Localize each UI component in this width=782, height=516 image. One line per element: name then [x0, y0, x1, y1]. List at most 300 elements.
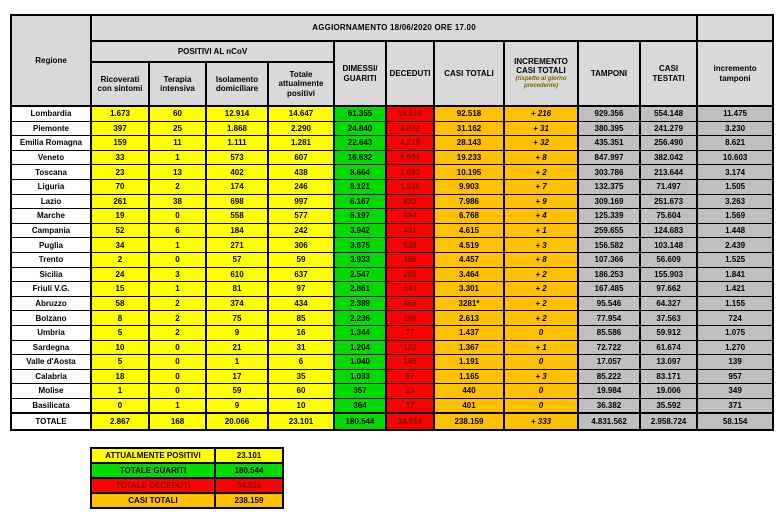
data-cell: 573 — [206, 150, 268, 165]
total-row — [11, 413, 773, 430]
region-name: Piemonte — [11, 121, 91, 136]
data-cell: 997 — [268, 194, 334, 209]
data-cell: 156.582 — [578, 238, 640, 253]
data-cell: 1.448 — [697, 223, 773, 238]
data-cell: 72.722 — [578, 340, 640, 355]
data-cell: 1.075 — [697, 325, 773, 340]
data-cell: 0 — [149, 384, 206, 399]
data-cell: 822 — [386, 194, 434, 209]
table-row — [11, 209, 773, 224]
data-cell: 994 — [386, 209, 434, 224]
data-cell: 12.914 — [206, 106, 268, 121]
data-cell: 610 — [206, 267, 268, 282]
data-cell: 4.457 — [434, 252, 504, 267]
data-cell: 61.674 — [640, 340, 697, 355]
data-cell: + 1 — [504, 340, 578, 355]
table-row — [11, 282, 773, 297]
data-cell: 440 — [434, 384, 504, 399]
data-cell: 31.162 — [434, 121, 504, 136]
data-cell: 2 — [149, 311, 206, 326]
col-header-terapia: Terapia intensiva — [149, 62, 206, 106]
data-cell: 558 — [206, 209, 268, 224]
data-cell: 95.546 — [578, 296, 640, 311]
data-cell: 1.165 — [434, 369, 504, 384]
data-cell: + 32 — [504, 136, 578, 151]
table-row — [11, 223, 773, 238]
col-header-incremento-casi — [504, 41, 578, 106]
data-cell: 56.609 — [640, 252, 697, 267]
data-cell: 256.490 — [640, 136, 697, 151]
data-cell: 75 — [206, 311, 268, 326]
data-cell: 7.986 — [434, 194, 504, 209]
data-cell: 3.464 — [434, 267, 504, 282]
data-cell: 25 — [149, 121, 206, 136]
table-row — [11, 369, 773, 384]
region-name: Basilicata — [11, 398, 91, 413]
data-cell: 2.290 — [268, 121, 334, 136]
data-cell: 1.155 — [697, 296, 773, 311]
data-cell: 10 — [268, 398, 334, 413]
data-cell: 2 — [91, 252, 149, 267]
data-cell: 174 — [206, 179, 268, 194]
data-cell: 19.233 — [434, 150, 504, 165]
data-cell: + 333 — [504, 413, 578, 430]
summary-row — [91, 478, 283, 493]
data-cell: 4.615 — [434, 223, 504, 238]
data-cell: 31 — [268, 340, 334, 355]
data-cell: 724 — [697, 311, 773, 326]
data-cell: 2 — [149, 179, 206, 194]
data-cell: 242 — [268, 223, 334, 238]
data-cell: 1.204 — [334, 340, 386, 355]
col-header-casi-testati: CASI TESTATI — [640, 41, 697, 106]
data-cell: 382.042 — [640, 150, 697, 165]
data-cell: 59.912 — [640, 325, 697, 340]
data-cell: 19.006 — [640, 384, 697, 399]
region-name: Puglia — [11, 238, 91, 253]
data-cell: 34 — [91, 238, 149, 253]
data-cell: 3281* — [434, 296, 504, 311]
data-cell: 292 — [386, 311, 434, 326]
data-cell: 1.040 — [334, 355, 386, 370]
region-name: Valle d'Aosta — [11, 355, 91, 370]
data-cell: 155.903 — [640, 267, 697, 282]
data-cell: 3.301 — [434, 282, 504, 297]
data-cell: 6.768 — [434, 209, 504, 224]
table-row — [11, 106, 773, 121]
data-cell: 458 — [386, 296, 434, 311]
data-cell: 929.356 — [578, 106, 640, 121]
region-name: Sicilia — [11, 267, 91, 282]
data-cell: 97 — [386, 369, 434, 384]
data-cell: 36.382 — [578, 398, 640, 413]
banner-row — [11, 15, 773, 41]
data-cell: 1.536 — [386, 179, 434, 194]
summary-value: 23.101 — [215, 448, 283, 463]
region-name: Veneto — [11, 150, 91, 165]
data-cell: 168 — [149, 413, 206, 430]
data-cell: 37.563 — [640, 311, 697, 326]
region-name: Umbria — [11, 325, 91, 340]
data-cell: 5 — [91, 355, 149, 370]
summary-value: 238.159 — [215, 493, 283, 508]
data-cell: 5.197 — [334, 209, 386, 224]
table-row — [11, 384, 773, 399]
data-cell: 71.497 — [640, 179, 697, 194]
data-cell: 1.673 — [91, 106, 149, 121]
data-cell: 107.366 — [578, 252, 640, 267]
data-cell: 10 — [91, 340, 149, 355]
data-cell: 374 — [206, 296, 268, 311]
col-header-deceduti: DECEDUTI — [386, 41, 434, 106]
summary-label: TOTALE GUARITI — [91, 463, 215, 478]
region-name: Calabria — [11, 369, 91, 384]
table-row — [11, 267, 773, 282]
data-cell: 167.485 — [578, 282, 640, 297]
data-cell: 0 — [149, 209, 206, 224]
region-name: Sardegna — [11, 340, 91, 355]
data-cell: 438 — [268, 165, 334, 180]
data-cell: 0 — [504, 384, 578, 399]
summary-value: 34.514 — [215, 478, 283, 493]
data-cell: 637 — [268, 267, 334, 282]
data-cell: 24.840 — [334, 121, 386, 136]
data-cell: 35.592 — [640, 398, 697, 413]
col-header-dimessi-guariti: DIMESSI/ GUARITI — [334, 41, 386, 106]
data-cell: 402 — [206, 165, 268, 180]
data-cell: + 2 — [504, 165, 578, 180]
data-cell: + 2 — [504, 267, 578, 282]
data-cell: 28.143 — [434, 136, 504, 151]
data-cell: 13.097 — [640, 355, 697, 370]
summary-table — [90, 447, 284, 509]
table-row — [11, 150, 773, 165]
data-cell: 184 — [206, 223, 268, 238]
data-cell: 357 — [334, 384, 386, 399]
data-cell: 2.613 — [434, 311, 504, 326]
data-cell: 0 — [149, 369, 206, 384]
data-cell: 4.219 — [386, 136, 434, 151]
col-header-isolamento: Isolamento domiciliare — [206, 62, 268, 106]
data-cell: 10.603 — [697, 150, 773, 165]
data-cell: 847.997 — [578, 150, 640, 165]
summary-body — [91, 448, 283, 508]
region-name: Marche — [11, 209, 91, 224]
data-cell: 241.279 — [640, 121, 697, 136]
data-cell: 159 — [91, 136, 149, 151]
incremento-casi-note: (rispetto al giorno precedente) — [515, 76, 567, 90]
data-cell: 1.191 — [434, 355, 504, 370]
incremento-casi-label: INCREMENTO CASI TOTALI — [514, 56, 568, 76]
region-name: Lombardia — [11, 106, 91, 121]
data-cell: 349 — [697, 384, 773, 399]
col-header-casi-totali: CASI TOTALI — [434, 41, 504, 106]
data-cell: 23 — [386, 384, 434, 399]
data-cell: 81 — [206, 282, 268, 297]
table-row — [11, 355, 773, 370]
data-cell: 13 — [149, 165, 206, 180]
data-cell: 1.569 — [697, 209, 773, 224]
data-cell: 0 — [149, 355, 206, 370]
data-cell: 70 — [91, 179, 149, 194]
data-cell: 435.351 — [578, 136, 640, 151]
data-cell: 271 — [206, 238, 268, 253]
data-cell: 2.958.724 — [640, 413, 697, 430]
data-cell: 1.525 — [697, 252, 773, 267]
data-cell: 0 — [149, 340, 206, 355]
data-cell: 23 — [91, 165, 149, 180]
table-row — [11, 325, 773, 340]
table-row — [11, 165, 773, 180]
data-cell: 698 — [206, 194, 268, 209]
data-cell: 261 — [91, 194, 149, 209]
data-cell: 15 — [91, 282, 149, 297]
data-cell: 8 — [91, 311, 149, 326]
data-cell: 186.253 — [578, 267, 640, 282]
summary-value: 180.544 — [215, 463, 283, 478]
data-cell: + 8 — [504, 150, 578, 165]
data-cell: + 2 — [504, 296, 578, 311]
data-cell: 554.148 — [640, 106, 697, 121]
data-cell: 1.033 — [334, 369, 386, 384]
data-cell: 1.994 — [386, 150, 434, 165]
data-cell: 1.281 — [268, 136, 334, 151]
col-header-ricoverati: Ricoverati con sintomi — [91, 62, 149, 106]
data-cell: 1 — [206, 355, 268, 370]
data-cell: + 4 — [504, 209, 578, 224]
table-row — [11, 296, 773, 311]
data-cell: 132 — [386, 340, 434, 355]
data-cell: 0 — [91, 398, 149, 413]
col-header-tamponi: TAMPONI — [578, 41, 640, 106]
data-cell: 3.174 — [697, 165, 773, 180]
data-cell: 145 — [386, 355, 434, 370]
data-cell: 97.662 — [640, 282, 697, 297]
data-cell: 180.544 — [334, 413, 386, 430]
data-cell: 1.437 — [434, 325, 504, 340]
data-cell: 431 — [386, 223, 434, 238]
data-cell: 3.942 — [334, 223, 386, 238]
table-row — [11, 136, 773, 151]
data-cell: 38 — [149, 194, 206, 209]
corner-cell — [697, 15, 773, 41]
data-cell: 1 — [149, 238, 206, 253]
data-cell: 434 — [268, 296, 334, 311]
data-cell: 34.514 — [386, 413, 434, 430]
col-group-positivi: POSITIVI AL nCoV — [91, 41, 334, 62]
data-cell: 139 — [697, 355, 773, 370]
data-cell: 0 — [504, 398, 578, 413]
data-cell: 77 — [386, 325, 434, 340]
data-cell: + 3 — [504, 238, 578, 253]
data-cell: 2.389 — [334, 296, 386, 311]
data-cell: 213.644 — [640, 165, 697, 180]
data-cell: 538 — [386, 238, 434, 253]
region-name: Molise — [11, 384, 91, 399]
data-cell: 364 — [334, 398, 386, 413]
data-cell: 343 — [386, 282, 434, 297]
data-cell: 2 — [149, 296, 206, 311]
table-row — [11, 398, 773, 413]
data-cell: 1.344 — [334, 325, 386, 340]
data-cell: 607 — [268, 150, 334, 165]
data-cell: 2.867 — [91, 413, 149, 430]
data-cell: 380.395 — [578, 121, 640, 136]
data-cell: 1.841 — [697, 267, 773, 282]
data-cell: 9 — [206, 325, 268, 340]
region-name: Toscana — [11, 165, 91, 180]
data-cell: + 31 — [504, 121, 578, 136]
region-name: TOTALE — [11, 413, 91, 430]
data-cell: 16.516 — [386, 106, 434, 121]
region-name: Lazio — [11, 194, 91, 209]
region-name: Liguria — [11, 179, 91, 194]
summary-label: CASI TOTALI — [91, 493, 215, 508]
data-cell: + 3 — [504, 369, 578, 384]
data-cell: 97 — [268, 282, 334, 297]
data-cell: 85 — [268, 311, 334, 326]
data-cell: 83.171 — [640, 369, 697, 384]
data-cell: 11.475 — [697, 106, 773, 121]
region-name: Bolzano — [11, 311, 91, 326]
table-row — [11, 252, 773, 267]
data-cell: 3.230 — [697, 121, 773, 136]
data-cell: 35 — [268, 369, 334, 384]
data-cell: 246 — [268, 179, 334, 194]
data-cell: 238.159 — [434, 413, 504, 430]
data-cell: 9 — [206, 398, 268, 413]
data-cell: 2.439 — [697, 238, 773, 253]
data-cell: 22.643 — [334, 136, 386, 151]
data-cell: 132.375 — [578, 179, 640, 194]
data-cell: 8.621 — [697, 136, 773, 151]
table-row — [11, 340, 773, 355]
data-cell: 24 — [91, 267, 149, 282]
data-cell: 18 — [91, 369, 149, 384]
data-cell: 6 — [149, 223, 206, 238]
data-cell: 251.673 — [640, 194, 697, 209]
data-cell: 57 — [206, 252, 268, 267]
group-header-row — [11, 41, 773, 62]
data-cell: 60 — [268, 384, 334, 399]
data-cell: 85.222 — [578, 369, 640, 384]
data-cell: 577 — [268, 209, 334, 224]
col-header-totale-positivi: Totale attualmente positivi — [268, 62, 334, 106]
data-cell: 1.421 — [697, 282, 773, 297]
data-cell: + 1 — [504, 223, 578, 238]
summary-row — [91, 463, 283, 478]
data-cell: + 2 — [504, 311, 578, 326]
data-cell: 85.586 — [578, 325, 640, 340]
data-cell: 4.032 — [386, 121, 434, 136]
data-cell: 0 — [149, 252, 206, 267]
data-cell: 1 — [149, 150, 206, 165]
data-cell: 1 — [149, 398, 206, 413]
data-cell: 1 — [91, 384, 149, 399]
data-cell: 103.148 — [640, 238, 697, 253]
data-cell: 10.195 — [434, 165, 504, 180]
data-cell: 52 — [91, 223, 149, 238]
data-cell: 17 — [206, 369, 268, 384]
data-cell: 1.505 — [697, 179, 773, 194]
col-header-regione: Regione — [11, 15, 91, 106]
data-cell: 21 — [206, 340, 268, 355]
covid-report — [10, 14, 774, 431]
data-cell: 75.604 — [640, 209, 697, 224]
data-cell: + 7 — [504, 179, 578, 194]
data-cell: 3.675 — [334, 238, 386, 253]
summary-row — [91, 448, 283, 463]
data-cell: 371 — [697, 398, 773, 413]
data-cell: 125.339 — [578, 209, 640, 224]
region-name: Friuli V.G. — [11, 282, 91, 297]
data-cell: 19 — [91, 209, 149, 224]
data-cell: 59 — [268, 252, 334, 267]
data-cell: 2.861 — [334, 282, 386, 297]
data-cell: 2 — [149, 325, 206, 340]
col-header-incremento-tamponi: incremento tamponi — [697, 41, 773, 106]
data-cell: 306 — [268, 238, 334, 253]
data-cell: 303.786 — [578, 165, 640, 180]
data-cell: 1.093 — [386, 165, 434, 180]
data-cell: 2.547 — [334, 267, 386, 282]
data-cell: 11 — [149, 136, 206, 151]
data-cell: 23.101 — [268, 413, 334, 430]
data-cell: 61.355 — [334, 106, 386, 121]
data-cell: 4.831.562 — [578, 413, 640, 430]
data-cell: 58 — [91, 296, 149, 311]
data-cell: 280 — [386, 267, 434, 282]
data-cell: 16.632 — [334, 150, 386, 165]
data-cell: 0 — [504, 355, 578, 370]
table-row — [11, 179, 773, 194]
data-cell: 1.868 — [206, 121, 268, 136]
data-cell: + 216 — [504, 106, 578, 121]
data-cell: 77.954 — [578, 311, 640, 326]
data-cell: 14.647 — [268, 106, 334, 121]
data-cell: 59 — [206, 384, 268, 399]
data-cell: 1.270 — [697, 340, 773, 355]
data-cell: 1 — [149, 282, 206, 297]
data-cell: 0 — [504, 325, 578, 340]
update-banner: AGGIORNAMENTO 18/06/2020 ORE 17.00 — [91, 15, 697, 41]
data-cell: 3 — [149, 267, 206, 282]
data-cell: 397 — [91, 121, 149, 136]
summary-label: TOTALE DECEDUTI — [91, 478, 215, 493]
table-row — [11, 238, 773, 253]
table-row — [11, 194, 773, 209]
data-cell: 9.903 — [434, 179, 504, 194]
data-cell: 33 — [91, 150, 149, 165]
data-cell: 8.121 — [334, 179, 386, 194]
data-cell: + 2 — [504, 282, 578, 297]
data-cell: 6 — [268, 355, 334, 370]
data-cell: 60 — [149, 106, 206, 121]
data-cell: 1.367 — [434, 340, 504, 355]
table-body — [11, 106, 773, 430]
region-name: Trento — [11, 252, 91, 267]
data-cell: + 8 — [504, 252, 578, 267]
data-cell: 309.169 — [578, 194, 640, 209]
data-cell: 92.518 — [434, 106, 504, 121]
data-cell: 401 — [434, 398, 504, 413]
data-cell: 259.655 — [578, 223, 640, 238]
summary-row — [91, 493, 283, 508]
region-name: Emilia Romagna — [11, 136, 91, 151]
data-cell: 6.167 — [334, 194, 386, 209]
region-name: Abruzzo — [11, 296, 91, 311]
data-cell: 1.111 — [206, 136, 268, 151]
